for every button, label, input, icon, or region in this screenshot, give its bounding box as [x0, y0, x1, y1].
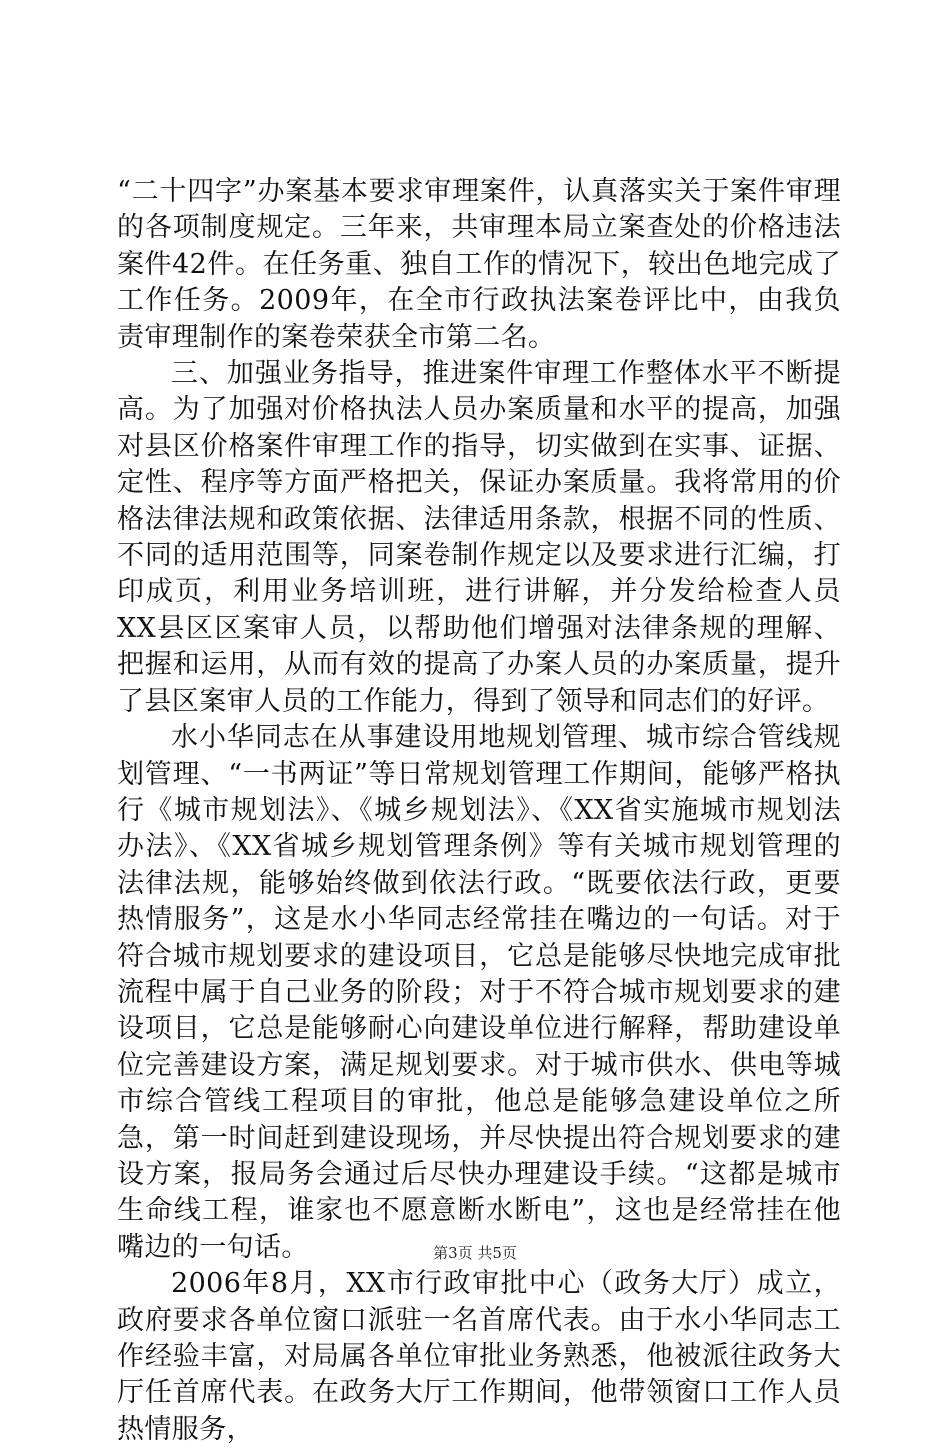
paragraph-service-hall: 2006年8月，XX市行政审批中心（政务大厅）成立，政府要求各单位窗口派驻一名首席代表。由于水小华同志工作经验丰富，对局属各单位审批业务熟悉，他被派往政务大厅任首席代表。在政务大厅工作期间，他带领窗口工作人员热情服务，	[117, 1268, 841, 1445]
paragraph-business-guidance: 三、加强业务指导，推进案件审理工作整体水平不断提高。为了加强对价格执法人员办案质量和水平的提高，加强对县区价格案件审理工作的指导，切实做到在实事、证据、定性、程序等方面严格把关，保证办案质量。我将常用的价格法律法规和政策依据、法律适用条款，根据不同的性质、不同的适用范围等，同案卷制作规定以及要求进行汇编，打印成页，利用业务培训班，进行讲解，并分发给检查人员XX县区区案审人员，以帮助他们增强对法律条规的理解、把握和运用，从而有效的提高了办案人员的办案质量，提升了县区案审人员的工作能力，得到了领导和同志们的好评。	[117, 358, 841, 717]
paragraph-planning-management: 水小华同志在从事建设用地规划管理、城市综合管线规划管理、“一书两证”等日常规划管理工作期间，能够严格执行《城市规划法》、《城乡规划法》、《XX省实施城市规划法办法》、《XX省城乡规划管理条例》等有关城市规划管理的法律法规，能够始终做到依法行政。“既要依法行政，更要热情服务”，这是水小华同志经常挂在嘴边的一句话。对于符合城市规划要求的建设项目，它总是能够尽快地完成审批流程中属于自己业务的阶段；对于不符合城市规划要求的建设项目，它总是能够耐心向建设单位进行解释，帮助建设单位完善建设方案，满足规划要求。对于城市供水、供电等城市综合管线工程项目的审批，他总是能够急建设单位之所急，第一时间赶到建设现场，并尽快提出符合规划要求的建设方案，报局务会通过后尽快办理建设手续。“这都是城市生命线工程，谁家也不愿意断水断电”，这也是经常挂在他嘴边的一句话。	[117, 722, 841, 1263]
paragraph-case-review: “二十四字”办案基本要求审理案件，认真落实关于案件审理的各项制度规定。三年来，共审理本局立案查处的价格违法案件42件。在任务重、独自工作的情况下，较出色地完成了工作任务。2009年，在全市行政执法案卷评比中，由我负责审理制作的案卷荣获全市第二名。	[117, 176, 841, 353]
page-number-footer: 第3页 共5页	[433, 1244, 517, 1262]
